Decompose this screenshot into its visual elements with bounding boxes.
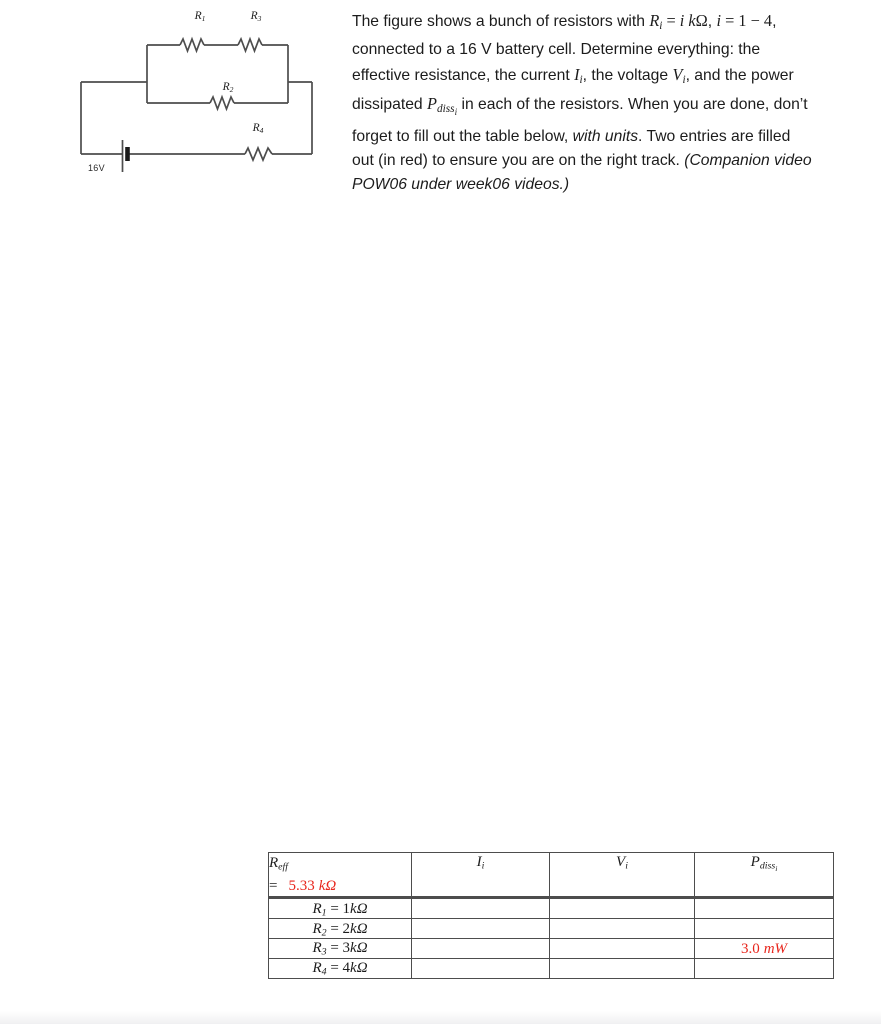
text-segment: i — [682, 73, 686, 86]
current-symbol: I — [476, 854, 482, 870]
table-header-row — [269, 853, 834, 898]
text-line — [352, 38, 864, 62]
r4-row-val: 4 — [342, 960, 351, 977]
r2-row-val: 2 — [342, 920, 351, 937]
text-segment: , — [707, 13, 717, 30]
text-segment: . Two entries are filled — [638, 127, 791, 145]
current-header-cell — [412, 853, 550, 898]
r3-row-unit: kΩ — [350, 940, 368, 957]
reff-sub: eff — [278, 861, 289, 873]
reff-header-cell — [269, 853, 412, 898]
text-line — [352, 149, 864, 173]
reff-base: R — [269, 855, 279, 871]
text-segment: V — [672, 64, 683, 84]
r3-sub: 3 — [257, 13, 262, 23]
resistor-r3-label — [245, 10, 267, 23]
text-segment: P — [427, 94, 437, 114]
text-segment: effective resistance, the current — [352, 66, 575, 84]
text-segment: The figure shows a bunch of resistors with — [352, 13, 650, 30]
text-segment: Ω — [695, 11, 708, 30]
r4-current-cell — [412, 959, 550, 979]
table-row-r2 — [269, 919, 834, 939]
r1-label-cell — [269, 898, 412, 919]
text-segment: forget to fill out the table below, — [352, 127, 573, 145]
r2-base: R — [222, 81, 230, 93]
r1-voltage-cell — [550, 898, 695, 919]
r4-row-sub: 4 — [321, 966, 327, 978]
table-row-r4 — [269, 959, 834, 979]
resistor-r4-label — [247, 122, 269, 135]
battery-voltage-label: 16V — [88, 163, 105, 173]
text-line — [352, 125, 864, 149]
text-line — [352, 9, 864, 38]
text-segment: i — [454, 107, 458, 118]
r4-label-cell — [269, 959, 412, 979]
power-subsub: i — [775, 863, 778, 873]
text-line — [352, 63, 864, 92]
r1-row-val: 1 — [342, 900, 351, 917]
text-segment: dissipated — [352, 96, 427, 114]
reff-unit: kΩ — [318, 878, 337, 895]
r1-row-eq: = — [326, 900, 343, 917]
r3-current-cell — [412, 939, 550, 959]
r2-row-eq: = — [326, 920, 343, 937]
r2-current-cell — [412, 919, 550, 939]
r3-row-base: R — [312, 940, 322, 957]
current-sub: i — [481, 860, 485, 872]
text-segment: = 1 − 4 — [721, 11, 773, 30]
reff-symbol — [269, 853, 411, 876]
table-row-r1 — [269, 898, 834, 919]
r3-base: R — [250, 10, 258, 22]
text-line — [352, 92, 864, 124]
text-segment: i — [659, 20, 663, 32]
r3-voltage-cell — [550, 939, 695, 959]
power-symbol: P — [750, 854, 760, 870]
text-segment: , — [772, 13, 777, 30]
r1-row-base: R — [312, 900, 322, 917]
voltage-header-cell — [550, 853, 695, 898]
table-row-r3 — [269, 939, 834, 959]
r2-voltage-cell — [550, 919, 695, 939]
r3-row-sub: 3 — [321, 946, 327, 958]
r4-row-eq: = — [326, 960, 343, 977]
r1-row-unit: kΩ — [350, 900, 368, 917]
r1-row-sub: 1 — [321, 907, 327, 919]
voltage-symbol: V — [616, 854, 626, 870]
text-line — [352, 173, 864, 197]
r2-power-cell — [695, 919, 834, 939]
text-segment: in each of the resistors. When you are done, don’t — [457, 96, 808, 114]
resistor-r4-symbol — [245, 148, 272, 160]
reff-equals: = — [269, 878, 278, 895]
problem-text — [352, 9, 864, 198]
answer-table — [268, 852, 834, 979]
power-header-cell — [695, 853, 834, 898]
text-segment: connected to a 16 V battery cell. Determine everything: the — [352, 41, 761, 59]
circuit-svg — [0, 0, 340, 200]
r3-power-value: 3.0 — [740, 940, 760, 957]
r4-base: R — [252, 122, 260, 134]
resistor-r1-label — [189, 10, 211, 23]
text-segment: i — [716, 11, 722, 30]
r4-power-cell — [695, 959, 834, 979]
reff-value — [269, 876, 411, 896]
r2-sub: 2 — [229, 84, 234, 94]
text-segment: with units — [572, 127, 639, 145]
text-segment: out (in red) to ensure you are on the right track. — [352, 152, 685, 170]
resistor-r3-symbol — [238, 39, 262, 51]
circuit-wires — [81, 45, 312, 154]
r4-sub: 4 — [259, 125, 264, 135]
r2-label-cell — [269, 919, 412, 939]
text-segment: R — [649, 11, 660, 30]
text-segment: i — [579, 73, 583, 86]
r3-row-val: 3 — [342, 940, 351, 957]
text-segment: I — [574, 64, 580, 84]
text-segment: i k — [679, 11, 696, 30]
r3-row-eq: = — [326, 940, 343, 957]
r2-row-base: R — [312, 920, 322, 937]
r2-row-unit: kΩ — [350, 920, 368, 937]
r3-label-cell — [269, 939, 412, 959]
page-edge-shadow — [0, 1011, 881, 1024]
r1-power-cell — [695, 898, 834, 919]
resistor-r2-label — [217, 81, 239, 94]
text-segment: , the voltage — [582, 66, 673, 84]
r4-voltage-cell — [550, 959, 695, 979]
r1-base: R — [194, 10, 202, 22]
circuit-diagram — [0, 0, 340, 200]
resistor-r1-symbol — [180, 39, 204, 51]
r2-row-sub: 2 — [321, 927, 327, 939]
r4-row-unit: kΩ — [350, 960, 368, 977]
text-segment: , and the power — [685, 66, 794, 84]
reff-number: 5.33 — [288, 878, 315, 895]
r3-power-cell — [695, 939, 834, 959]
power-sub: diss — [759, 860, 776, 872]
text-segment: POW06 under week06 videos.) — [352, 176, 570, 194]
text-segment: = — [662, 11, 680, 30]
r3-power-unit: mW — [763, 940, 788, 957]
r1-current-cell — [412, 898, 550, 919]
voltage-sub: i — [625, 860, 628, 872]
reff-value-red — [288, 877, 336, 894]
resistor-r2-symbol — [210, 97, 234, 109]
text-segment: diss — [436, 103, 455, 116]
text-segment: (Companion video — [684, 152, 812, 170]
r4-row-base: R — [312, 960, 322, 977]
r1-sub: 1 — [201, 13, 206, 23]
